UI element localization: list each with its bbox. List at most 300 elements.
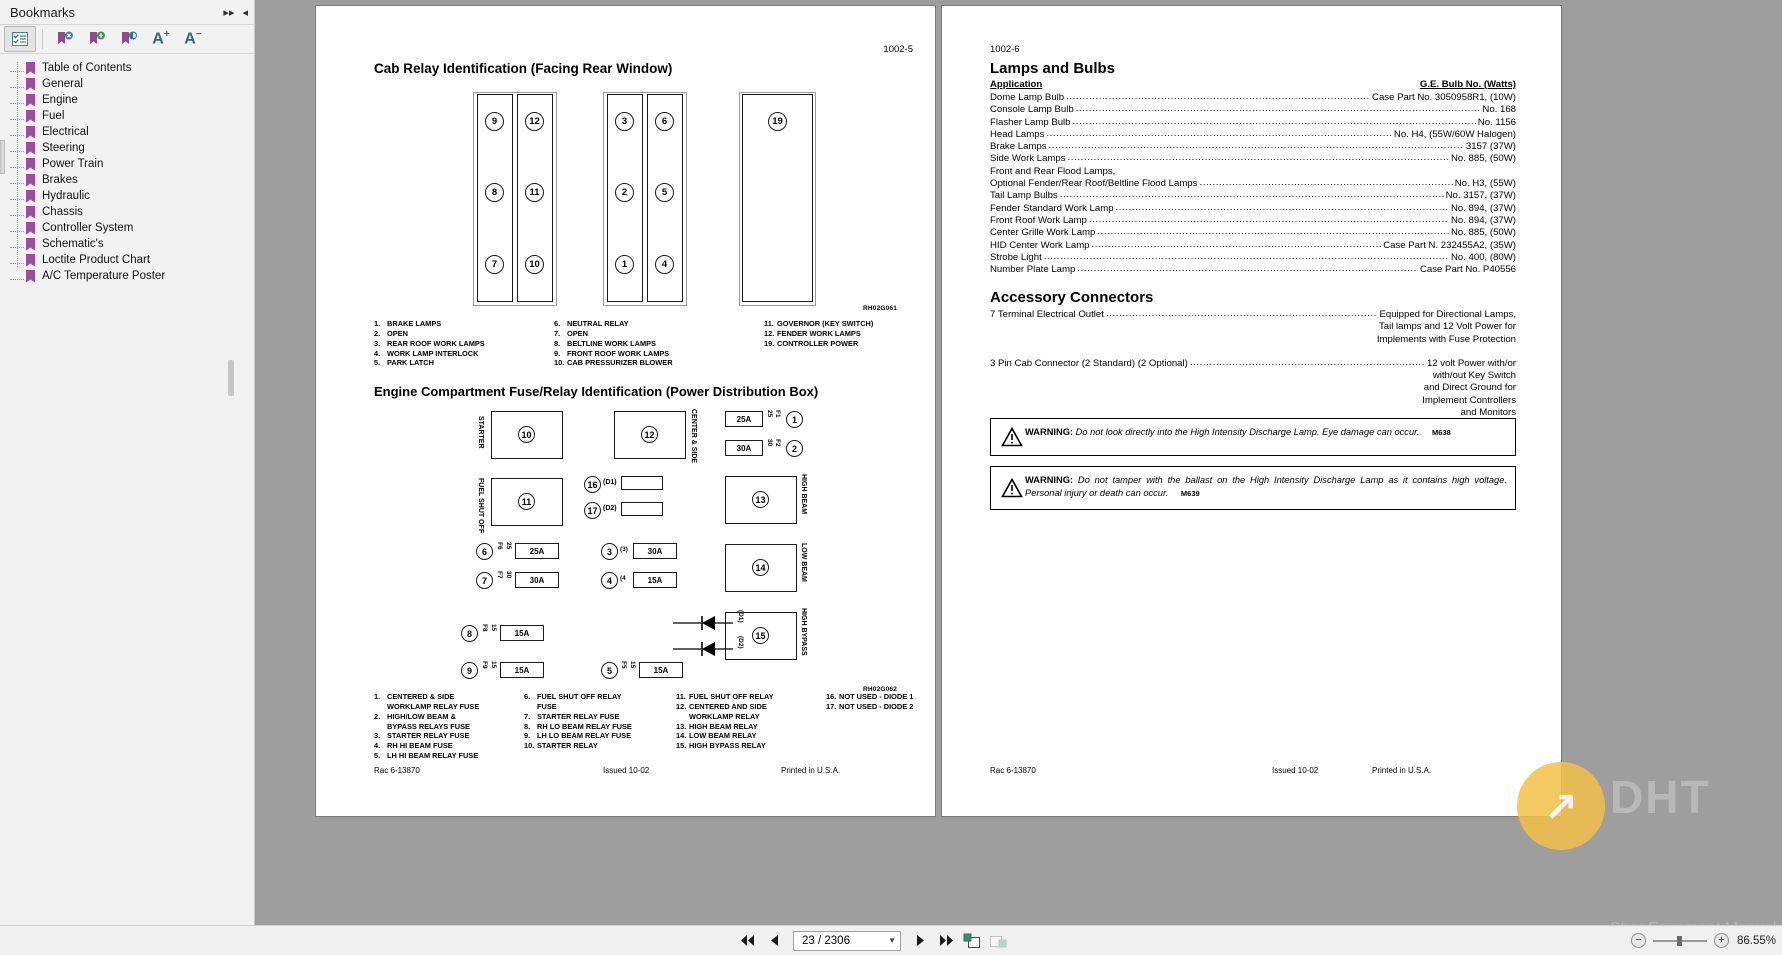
legend-item-text: FRONT ROOF WORK LAMPS bbox=[567, 348, 670, 358]
toolbar-separator bbox=[42, 29, 43, 49]
tree-connector bbox=[10, 263, 24, 264]
bookmark-flag-icon bbox=[26, 94, 35, 107]
legend-item bbox=[676, 731, 821, 741]
warning-box-1 bbox=[990, 418, 1516, 456]
label-high-bypass-text: HIGH BYPASS bbox=[800, 608, 807, 656]
fuse-f6-b: F6 bbox=[496, 542, 503, 550]
zoom-slider[interactable] bbox=[1651, 935, 1709, 947]
bookmarks-header bbox=[0, 0, 254, 24]
collapse-panel-icon[interactable]: ◂ bbox=[242, 6, 248, 19]
bulb-value: No. 885, (50W) bbox=[1450, 227, 1516, 239]
relay-legend-column-1 bbox=[374, 319, 539, 368]
legend-item-text: NEUTRAL RELAY bbox=[567, 319, 629, 328]
warning-label-2: WARNING: bbox=[1025, 475, 1074, 485]
zoom-buttons bbox=[1631, 933, 1729, 948]
legend-item-text: OPEN bbox=[567, 328, 588, 338]
bulb-application: Head Lamps bbox=[990, 128, 1045, 140]
legend-item-continuation: WORKLAMP RELAY FUSE bbox=[387, 701, 480, 711]
bookmark-item-label: Electrical bbox=[42, 126, 89, 138]
bulb-value: Case Part N. 232455A2, (35W) bbox=[1383, 239, 1516, 251]
legend-item-text: BELTLINE WORK LAMPS bbox=[567, 338, 656, 348]
legend-item-number: 5. bbox=[374, 358, 381, 368]
relay-number-3: 3 bbox=[615, 112, 634, 131]
legend-item-number: 1. bbox=[374, 692, 381, 701]
bookmark-item-table-of-contents[interactable] bbox=[0, 60, 254, 76]
bulb-application: Flasher Lamp Bulb bbox=[990, 116, 1071, 128]
bookmark-flag-icon bbox=[26, 174, 35, 187]
dot-leader bbox=[1077, 266, 1418, 276]
delete-bookmark-icon[interactable] bbox=[49, 26, 81, 52]
relay-number-10: 10 bbox=[525, 255, 544, 274]
bulbs-col-head-left: Application bbox=[990, 79, 1043, 90]
legend-item-text: CAB PRESSURIZER BLOWER bbox=[567, 358, 673, 368]
bookmark-flag-icon bbox=[26, 126, 35, 139]
relay-number-4: 4 bbox=[655, 255, 674, 274]
fuse-f8-a: 15 bbox=[490, 624, 497, 632]
bookmark-flag-icon bbox=[26, 78, 35, 91]
legend-item-number: 3. bbox=[374, 338, 381, 348]
bookmark-item-steering[interactable] bbox=[0, 140, 254, 156]
legend-item-number: 11. bbox=[764, 319, 774, 328]
bookmark-item-label: Hydraulic bbox=[42, 190, 90, 202]
list-view-glyph bbox=[12, 32, 28, 46]
connector-continuation: Tail lamps and 12 Volt Power for bbox=[1378, 321, 1516, 333]
legend-item bbox=[826, 692, 946, 702]
fuse-circ-9: 9 bbox=[461, 662, 478, 679]
bulb-value: 3157 (37W) bbox=[1465, 141, 1516, 153]
legend-item-number: 7. bbox=[524, 711, 531, 721]
legend-item-text: RH LO BEAM RELAY FUSE bbox=[537, 721, 632, 731]
legend-item-text: CONTROLLER POWER bbox=[777, 338, 859, 348]
bookmark-item-label: Power Train bbox=[42, 158, 104, 170]
fuse-f6-a: 25 bbox=[505, 542, 512, 550]
fuse-circ-4: 4 bbox=[601, 572, 618, 589]
fuse-legend-column-2 bbox=[524, 692, 669, 751]
legend-item-text: FENDER WORK LAMPS bbox=[777, 328, 861, 338]
bulb-application: Number Plate Lamp bbox=[990, 264, 1076, 276]
bookmark-flag-icon bbox=[26, 158, 35, 171]
tree-connector bbox=[10, 231, 24, 232]
connector-continuation: Implements with Fuse Protection bbox=[1376, 333, 1516, 345]
bookmark-item-fuel[interactable] bbox=[0, 108, 254, 124]
legend-item bbox=[764, 329, 924, 339]
next-page-icon bbox=[914, 934, 927, 947]
chevron-down-icon[interactable]: ▼ bbox=[888, 936, 896, 945]
fuse-circ-6: 6 bbox=[476, 543, 493, 560]
bulb-application: Fender Standard Work Lamp bbox=[990, 202, 1114, 214]
relay-circ-12: 12 bbox=[641, 426, 658, 443]
legend-item-number: 4. bbox=[374, 741, 381, 751]
bookmark-item-label: A/C Temperature Poster bbox=[42, 270, 166, 282]
increase-font-icon[interactable] bbox=[145, 26, 177, 52]
right-page-footer-left: Rac 6-13870 bbox=[990, 766, 1036, 775]
expand-panel-icon[interactable]: ▸▸ bbox=[223, 6, 235, 19]
relay-circ-11: 11 bbox=[518, 493, 535, 510]
bulb-value: No. 885, (50W) bbox=[1450, 153, 1516, 165]
bulb-row bbox=[990, 104, 1516, 116]
bulb-value: No. 3157, (37W) bbox=[1445, 190, 1516, 202]
legend-item-number: 9. bbox=[524, 731, 531, 741]
legend-item bbox=[554, 349, 744, 359]
legend-item-continuation: WORKLAMP RELAY bbox=[689, 711, 760, 721]
fuse-f5-a: 15 bbox=[629, 661, 636, 669]
tree-connector bbox=[10, 167, 24, 168]
bookmark-flag-icon bbox=[26, 62, 35, 75]
bookmark-item-controller-system[interactable] bbox=[0, 220, 254, 236]
legend-item-text: RH HI BEAM FUSE bbox=[387, 741, 453, 751]
bulb-row bbox=[990, 203, 1516, 215]
legend-item bbox=[554, 329, 744, 339]
warning-text-2 bbox=[1025, 474, 1507, 502]
relay-number-9: 9 bbox=[485, 112, 504, 131]
legend-item bbox=[374, 339, 539, 349]
fuse-f1-a: 25 bbox=[766, 410, 773, 418]
fuse-circ-1: 1 bbox=[786, 411, 803, 428]
legend-item bbox=[524, 722, 669, 732]
relay-circ-14: 14 bbox=[752, 559, 769, 576]
label-center-side bbox=[690, 409, 697, 471]
label-d1: (D1) bbox=[603, 479, 617, 486]
bookmark-item-chassis[interactable] bbox=[0, 204, 254, 220]
relay-circ-10: 10 bbox=[518, 426, 535, 443]
drawing-code-2: RH02G062 bbox=[863, 686, 898, 693]
dot-leader bbox=[1049, 143, 1464, 153]
legend-item-text: LOW BEAM RELAY bbox=[689, 731, 757, 741]
legend-item bbox=[374, 329, 539, 339]
page-number-input[interactable] bbox=[793, 931, 901, 951]
right-page-heading-2: Accessory Connectors bbox=[990, 289, 1154, 306]
bookmark-item-a-c-temperature-poster[interactable] bbox=[0, 268, 254, 284]
fuse-f9-b: F9 bbox=[481, 661, 488, 669]
list-view-icon[interactable] bbox=[4, 26, 36, 52]
single-page-view-button[interactable] bbox=[959, 929, 985, 953]
relay-number-12: 12 bbox=[525, 112, 544, 131]
legend-item-continuation: BYPASS RELAYS FUSE bbox=[387, 721, 470, 731]
warning-triangle-glyph bbox=[1001, 427, 1023, 447]
label-fuel-shut-off-text: FUEL SHUT OFF bbox=[477, 478, 484, 534]
bulb-row bbox=[990, 215, 1516, 227]
fuse-f1-b: F1 bbox=[774, 410, 781, 418]
viewer-scroll-handle[interactable] bbox=[228, 360, 234, 396]
dot-leader bbox=[1106, 311, 1378, 321]
bulb-row bbox=[990, 117, 1516, 129]
warning-text-1 bbox=[1025, 426, 1507, 448]
fuse-legend-column-3 bbox=[676, 692, 821, 751]
legend-item bbox=[826, 702, 946, 712]
bulb-value: No. 400, (80W) bbox=[1450, 251, 1516, 263]
page-number-value: 23 / 2306 bbox=[802, 934, 850, 947]
connector-value: 12 volt Power with/or bbox=[1426, 357, 1516, 369]
relay-number-1: 1 bbox=[615, 255, 634, 274]
increase-font-sup: + bbox=[163, 29, 170, 41]
bulb-row bbox=[990, 190, 1516, 202]
connector-row bbox=[990, 358, 1516, 370]
legend-item bbox=[374, 349, 539, 359]
left-page-footer-center: Issued 10-02 bbox=[603, 766, 650, 775]
dot-leader bbox=[1092, 242, 1382, 252]
fuse-legend-column-4 bbox=[826, 692, 946, 712]
bookmark-flag-icon bbox=[26, 142, 35, 155]
right-page-footer-right: Printed in U.S.A. bbox=[1372, 766, 1432, 775]
diode-circ-16: 16 bbox=[584, 476, 601, 493]
bulb-row bbox=[990, 252, 1516, 264]
bulb-row bbox=[990, 153, 1516, 165]
legend-item bbox=[554, 358, 744, 368]
prev-page-icon bbox=[768, 934, 781, 947]
bulb-application: Tail Lamp Bulbs bbox=[990, 190, 1058, 202]
diode-circ-17: 17 bbox=[584, 502, 601, 519]
label-low-beam-text: LOW BEAM bbox=[800, 543, 807, 582]
legend-item-number: 3. bbox=[374, 731, 381, 741]
relay-circ-15: 15 bbox=[752, 627, 769, 644]
dot-leader bbox=[1068, 156, 1449, 166]
connector-continuation: and Direct Ground for bbox=[1423, 382, 1516, 394]
bulb-row bbox=[990, 92, 1516, 104]
bulb-application: Console Lamp Bulb bbox=[990, 104, 1074, 116]
legend-item-text: STARTER RELAY bbox=[537, 741, 598, 751]
fuse-legend-column-1 bbox=[374, 692, 514, 761]
legend-item-number: 6. bbox=[554, 319, 561, 328]
legend-item bbox=[524, 741, 669, 751]
relay-legend-column-2 bbox=[554, 319, 744, 368]
bulb-application: Brake Lamps bbox=[990, 141, 1047, 153]
legend-item bbox=[524, 731, 669, 741]
accessory-connectors-list bbox=[990, 309, 1516, 419]
legend-item-number: 1. bbox=[374, 319, 381, 328]
diode-symbols bbox=[671, 611, 761, 667]
increase-font-letter: A bbox=[152, 30, 164, 48]
add-bookmark-icon[interactable] bbox=[81, 26, 113, 52]
bookmark-item-label: Engine bbox=[42, 94, 78, 106]
bookmark-item-schematic-s[interactable] bbox=[0, 236, 254, 252]
last-page-button[interactable] bbox=[933, 929, 959, 953]
label-starter: STARTER bbox=[477, 416, 484, 449]
continuous-page-icon bbox=[989, 933, 1007, 949]
bulb-application: Front Roof Work Lamp bbox=[990, 214, 1087, 226]
next-page-button[interactable] bbox=[907, 929, 933, 953]
legend-item-number: 5. bbox=[374, 751, 381, 761]
legend-item bbox=[676, 702, 821, 712]
legend-item bbox=[374, 358, 539, 368]
tree-connector bbox=[10, 151, 24, 152]
bookmark-item-general[interactable] bbox=[0, 76, 254, 92]
bulb-application: Side Work Lamps bbox=[990, 153, 1066, 165]
bookmark-item-electrical[interactable] bbox=[0, 124, 254, 140]
bulb-row bbox=[990, 178, 1516, 190]
legend-item-text: LH LO BEAM RELAY FUSE bbox=[537, 731, 632, 741]
warning-label-1: WARNING: bbox=[1025, 427, 1074, 437]
tree-connector bbox=[10, 215, 24, 216]
zoom-out-button[interactable]: − bbox=[1631, 933, 1646, 948]
relay-number-6: 6 bbox=[655, 112, 674, 131]
fuse-f3-amp: 30A bbox=[633, 543, 677, 559]
legend-item-text: STARTER RELAY FUSE bbox=[387, 731, 470, 741]
bulb-value: No. H3, (55W) bbox=[1454, 178, 1516, 190]
bookmark-flag-icon bbox=[26, 110, 35, 123]
fuse-f9-amp: 15A bbox=[500, 662, 544, 678]
legend-item-continuation: FUSE bbox=[537, 701, 557, 711]
bookmark-item-label: General bbox=[42, 78, 83, 90]
dot-leader bbox=[1116, 205, 1449, 215]
tree-connector bbox=[10, 247, 24, 248]
legend-item-text: HIGH BEAM RELAY bbox=[689, 721, 758, 731]
bookmarks-title: Bookmarks bbox=[10, 4, 76, 20]
relay-number-11: 11 bbox=[525, 183, 544, 202]
legend-item bbox=[764, 339, 924, 349]
connector-spacer bbox=[990, 346, 1516, 358]
label-high-bypass bbox=[800, 608, 807, 664]
legend-item-number: 2. bbox=[374, 328, 381, 338]
pdf-page-left bbox=[315, 5, 936, 817]
legend-item bbox=[764, 319, 924, 329]
dot-leader bbox=[1046, 131, 1391, 141]
bookmark-item-power-train[interactable] bbox=[0, 156, 254, 172]
warning-box-2 bbox=[990, 466, 1516, 510]
legend-item bbox=[374, 751, 514, 761]
warning-message-2: Do not tamper with the ballast on the High Intensity Discharge Lamp as it contains high voltage. Personal injury or death can occur. bbox=[1025, 475, 1507, 498]
watermark-logo-glyph: ↗ bbox=[1544, 784, 1578, 828]
legend-item-text: REAR ROOF WORK LAMPS bbox=[387, 338, 485, 348]
bookmarks-panel bbox=[0, 0, 255, 925]
bookmark-flag-icon bbox=[26, 238, 35, 251]
page-left-number: 1002-5 bbox=[883, 44, 913, 55]
zoom-in-button[interactable]: + bbox=[1714, 933, 1729, 948]
page-navigation-group bbox=[735, 929, 1011, 953]
connector-application: 7 Terminal Electrical Outlet bbox=[990, 309, 1104, 320]
single-page-icon bbox=[963, 933, 981, 949]
legend-item bbox=[374, 712, 514, 722]
bookmark-item-engine[interactable] bbox=[0, 92, 254, 108]
left-page-footer-right: Printed in U.S.A. bbox=[781, 766, 841, 775]
dot-leader bbox=[1066, 94, 1370, 104]
bookmark-item-label: Fuel bbox=[42, 110, 65, 122]
legend-item bbox=[676, 741, 821, 751]
fuse-f5-amp: 15A bbox=[639, 662, 683, 678]
tree-connector bbox=[10, 87, 24, 88]
fuse-f1: 25A bbox=[725, 411, 763, 427]
diode-rect-d1 bbox=[621, 476, 663, 490]
bulb-value: Case Part No. P40556 bbox=[1420, 264, 1516, 276]
legend-item-text: STARTER RELAY FUSE bbox=[537, 711, 620, 721]
relay-legend-column-3 bbox=[764, 319, 924, 349]
diode-rect-d2 bbox=[621, 502, 663, 516]
legend-item-number: 12. bbox=[764, 328, 775, 338]
connector-application: 3 Pin Cab Connector (2 Standard) (2 Optional) bbox=[990, 357, 1188, 369]
bookmark-flag-icon bbox=[26, 190, 35, 203]
tree-connector bbox=[10, 119, 24, 120]
dot-leader bbox=[1089, 217, 1449, 227]
bulb-value: No. 894, (37W) bbox=[1450, 202, 1516, 214]
fuse-f7-b: F7 bbox=[496, 571, 503, 579]
document-viewer bbox=[255, 0, 1782, 925]
bookmark-item-label: Steering bbox=[42, 142, 85, 154]
bookmark-flag-icon bbox=[26, 254, 35, 267]
legend-item-number: 15. bbox=[676, 741, 687, 751]
continuous-page-view-button[interactable] bbox=[985, 929, 1011, 953]
legend-item bbox=[374, 741, 514, 751]
dot-leader bbox=[1190, 360, 1425, 370]
right-page-heading-1: Lamps and Bulbs bbox=[990, 60, 1116, 77]
bookmark-item-hydraulic[interactable] bbox=[0, 188, 254, 204]
bookmark-item-label: Schematic's bbox=[42, 238, 104, 250]
bookmark-item-loctite-product-chart[interactable] bbox=[0, 252, 254, 268]
bulb-application: Center Grille Work Lamp bbox=[990, 227, 1096, 239]
edit-bookmark-icon[interactable] bbox=[113, 26, 145, 52]
fuse-f3-b: (3) bbox=[620, 546, 628, 553]
legend-item bbox=[524, 712, 669, 722]
first-page-button[interactable] bbox=[735, 929, 761, 953]
legend-item-number: 2. bbox=[374, 711, 381, 721]
bookmarks-toolbar bbox=[0, 24, 254, 54]
watermark-brand: DHT bbox=[1610, 771, 1711, 823]
legend-item-text: LH HI BEAM RELAY FUSE bbox=[387, 751, 479, 761]
fuse-f8-amp: 15A bbox=[500, 625, 544, 641]
bookmark-item-brakes[interactable] bbox=[0, 172, 254, 188]
legend-item-number: 10. bbox=[524, 741, 535, 751]
label-d2: (D2) bbox=[603, 505, 617, 512]
label-d1-diode: (D1) bbox=[737, 610, 744, 623]
legend-item bbox=[676, 722, 821, 732]
bookmark-item-label: Chassis bbox=[42, 206, 83, 218]
viewer-bottom-toolbar bbox=[0, 925, 1782, 955]
legend-item bbox=[524, 692, 669, 702]
previous-page-button[interactable] bbox=[761, 929, 787, 953]
tree-connector bbox=[10, 183, 24, 184]
legend-item-text: FUEL SHUT OFF RELAY bbox=[689, 692, 774, 701]
bulb-value: No. 168 bbox=[1482, 104, 1516, 116]
fuse-f8-b: F8 bbox=[481, 624, 488, 632]
bookmark-item-label: Brakes bbox=[42, 174, 78, 186]
zoom-level-label[interactable]: 86.55% bbox=[1736, 934, 1776, 947]
legend-item-text: OPEN bbox=[387, 328, 408, 338]
bulb-row-plain: Front and Rear Flood Lamps, bbox=[990, 165, 1116, 177]
legend-item-number: 16. bbox=[826, 692, 837, 701]
dot-leader bbox=[1076, 107, 1481, 117]
bulb-value: No. H4, (55W/60W Halogen) bbox=[1393, 128, 1516, 140]
legend-item-number: 8. bbox=[554, 338, 561, 348]
warning-triangle-glyph-2 bbox=[1001, 478, 1023, 498]
relay-circ-13: 13 bbox=[752, 491, 769, 508]
decrease-font-icon[interactable] bbox=[177, 26, 209, 52]
dot-leader bbox=[1060, 193, 1444, 203]
bulb-row bbox=[990, 240, 1516, 252]
legend-item bbox=[676, 692, 821, 702]
fuse-circ-5: 5 bbox=[601, 662, 618, 679]
bulbs-col-head-right: G.E. Bulb No. (Watts) bbox=[1419, 79, 1516, 90]
relay-number-7: 7 bbox=[485, 255, 504, 274]
bulb-row bbox=[990, 264, 1516, 276]
fuse-f4-b: (4 bbox=[620, 575, 626, 582]
legend-item-number: 9. bbox=[554, 348, 561, 358]
bulb-application: Dome Lamp Bulb bbox=[990, 92, 1065, 103]
dot-leader bbox=[1097, 230, 1449, 240]
bulb-application: Strobe Light bbox=[990, 251, 1042, 263]
legend-item-number: 19. bbox=[764, 338, 775, 348]
bulb-value: Case Part No. 3050958R1, (10W) bbox=[1372, 92, 1516, 103]
tree-connector bbox=[10, 71, 24, 72]
bulb-value: No. 1156 bbox=[1477, 116, 1516, 128]
fuse-circ-7: 7 bbox=[476, 572, 493, 589]
legend-item bbox=[374, 731, 514, 741]
panel-edge-handle[interactable] bbox=[0, 140, 5, 174]
dot-leader bbox=[1044, 254, 1449, 264]
dot-leader bbox=[1073, 119, 1476, 129]
legend-item-text: PARK LATCH bbox=[387, 358, 434, 368]
legend-item-number: 7. bbox=[554, 328, 561, 338]
legend-item-number: 14. bbox=[676, 731, 687, 741]
warning-message-1: Do not look directly into the High Intensity Discharge Lamp. Eye damage can occur. bbox=[1075, 427, 1420, 437]
legend-item-text: HIGH BYPASS RELAY bbox=[689, 741, 766, 751]
